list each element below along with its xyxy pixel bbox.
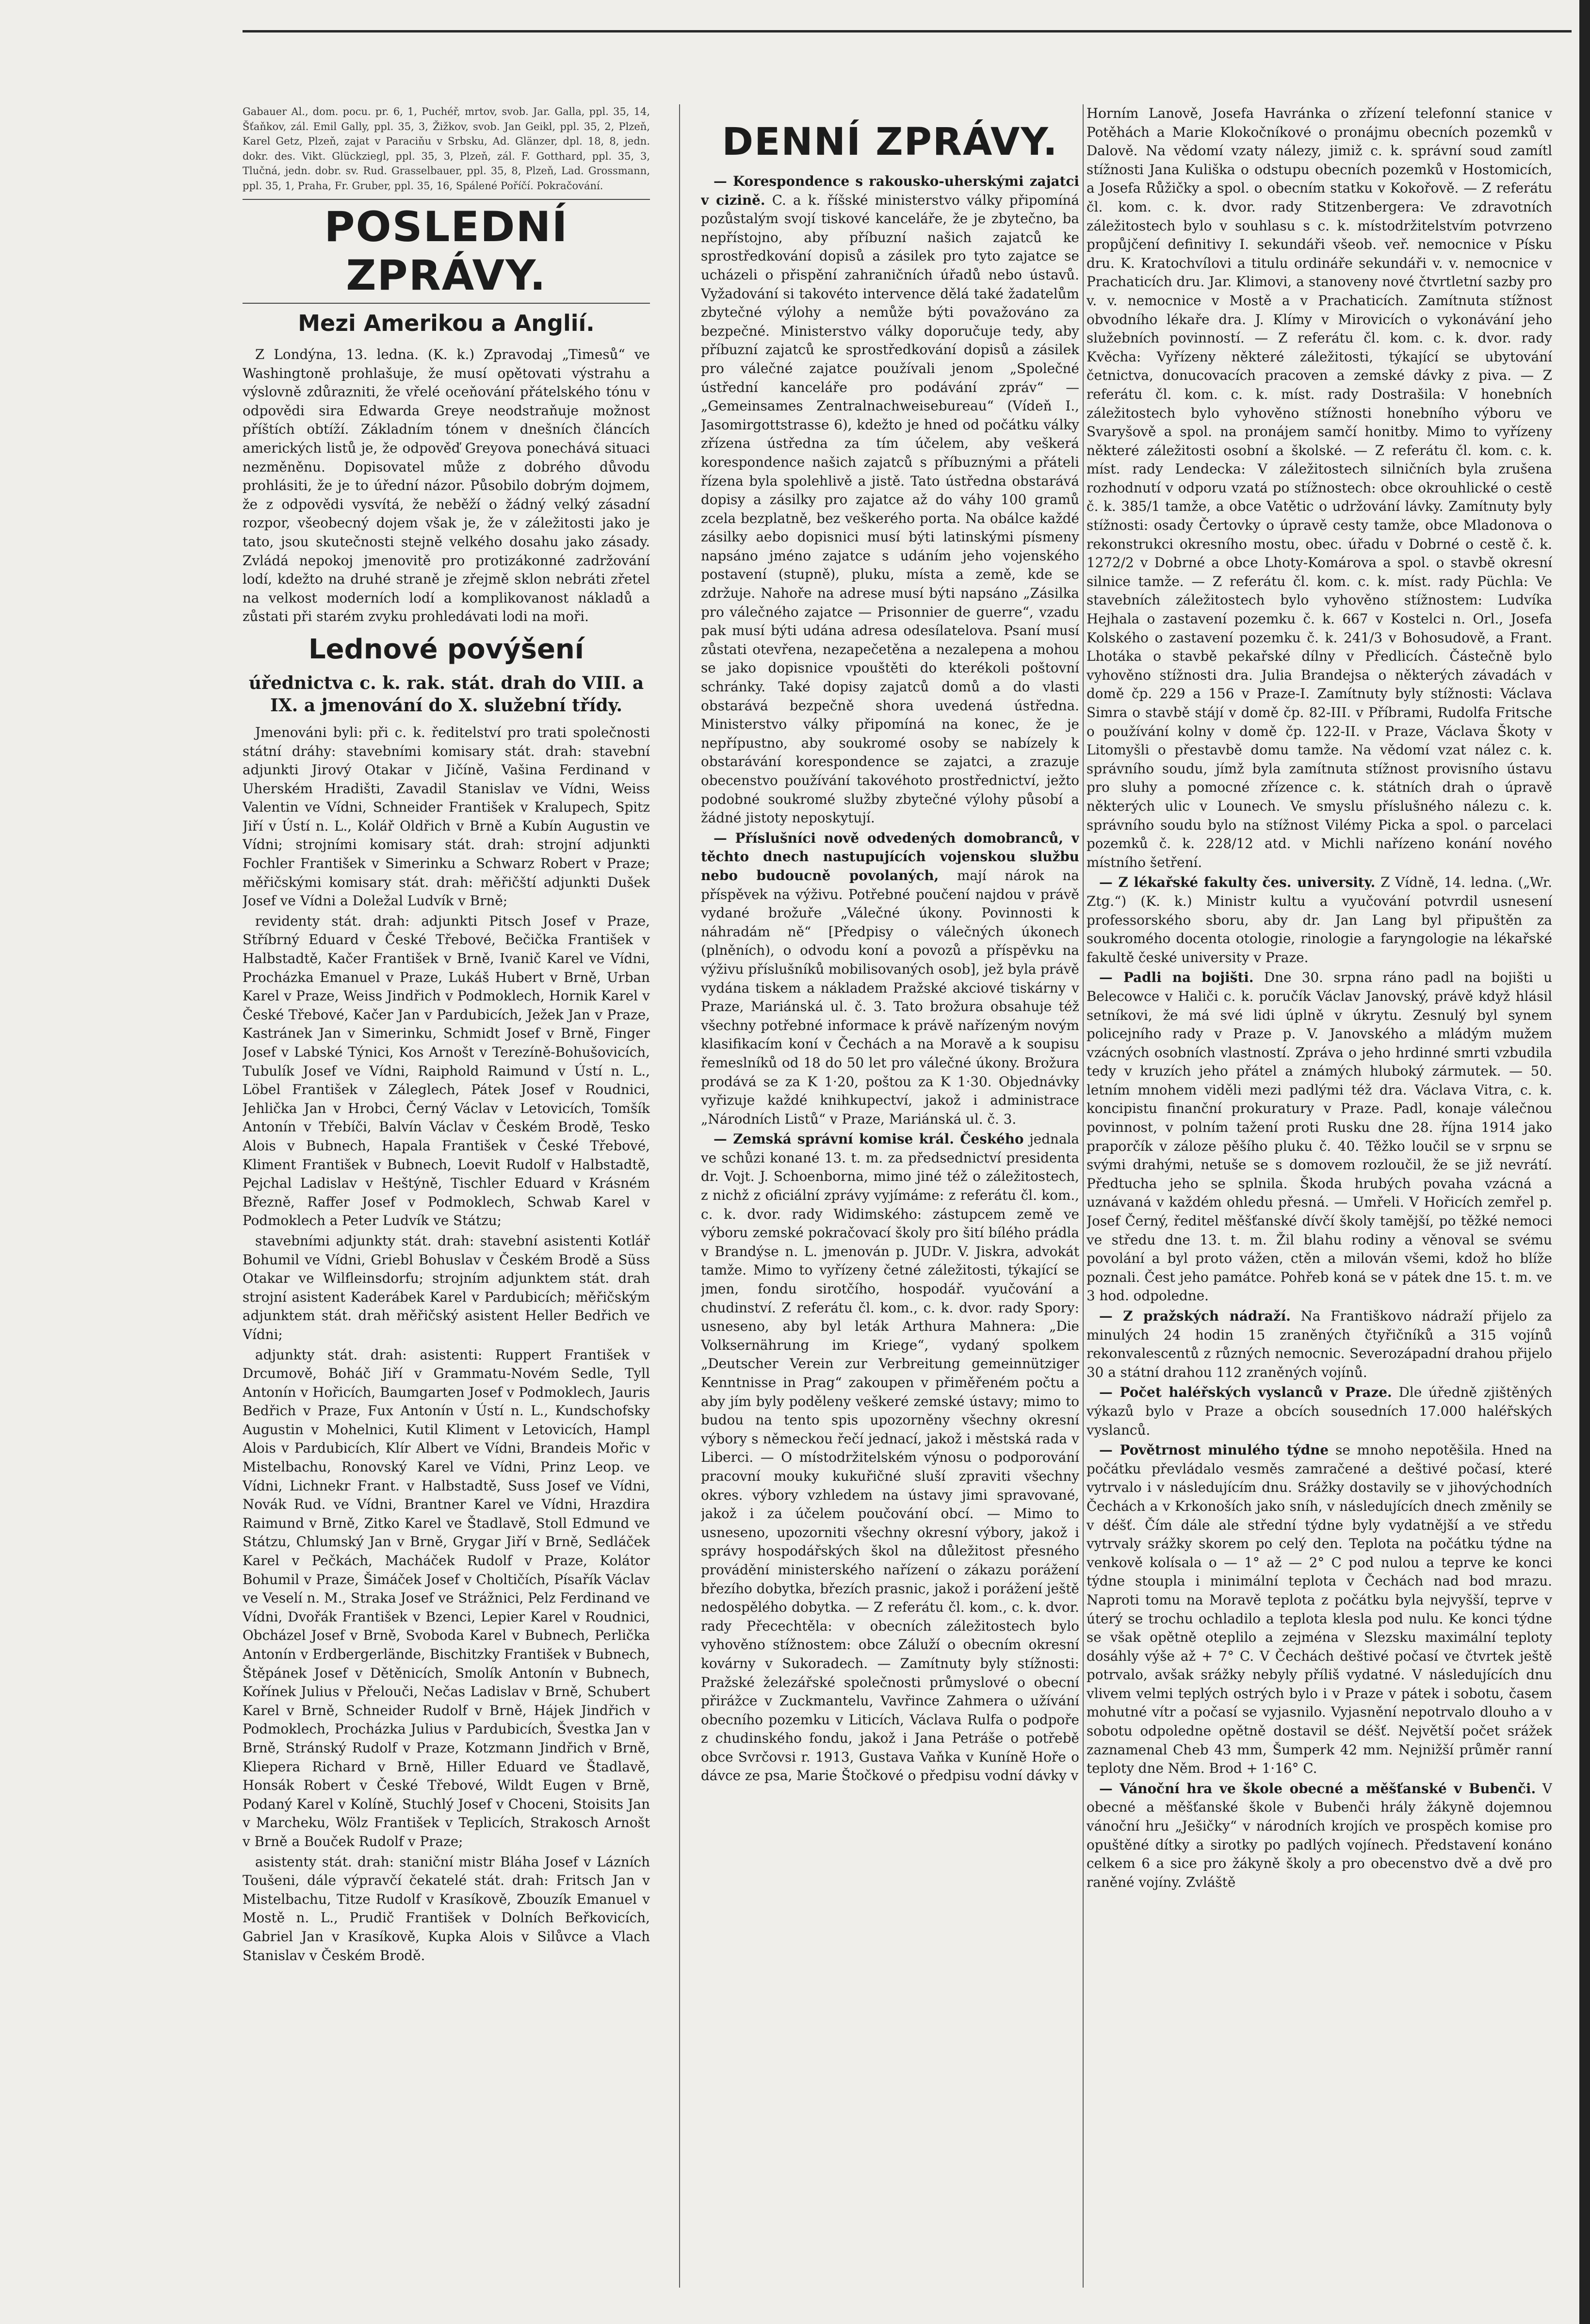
article-headline: Lednové povýšení [308,633,584,665]
article-paragraph [1087,873,1552,967]
item-body: jednala ve schůzi konané 13. t. m. za předsednictví presidenta dr. Vojt. J. Schoenborna, mimo jiné též o záležitostech, z nichž z oficiální zprávy vyjímáme: z referátu čl. kom., c. k. dvor. rady Widimského: zástupcem země ve výboru zemské pokračovací školy pro šití bílého prádla v Brandýse n. L. jmenován p. JUDr. V. Jiskra, advokát tamže. Mimo to vyřízeny četné záležitosti, týkající se jmen, fondu sirotčího, hospodář. vyučování a chudinství. Z referátu čl. kom., c. k. dvor. rady Spory: usneseno, aby byl leták Arthura Mahnera: „Die Volksernährung im Kriege“, vydaný spolkem „Deutscher Verein zur Verbreitung gemeinnütziger Kenntnisse in Prag“ zakoupen v přiměřeném počtu a aby jím byly poděleny veškeré zemské ústavy; mimo to budou na tento spis upozorněny všechny okresní výbory s německou řečí jednací, jakož i městská rada v Liberci. — O místodržitelském výnosu o podporování pracovní mouky kukuřičné sluší zpraviti všechny okres. výbory vzhledem na ústavy jimi spravované, jakož i za účelem poučování obcí. — Mimo to usneseno, upozorniti všechny okresní výbory, jakož i správy hospodářských škol na důležitost přesného provádění ministerského nařízení o zákazu porážení březího dobytka, březích prasnic, jakož i porážení ještě nedospělého dobytka. — Z referátu čl. kom., c. k. dvor. rady Přecechtěla: v obecních záležitostech bylo vyhověno stížnostem: obce Záluží o obecním okresní kovárny v Sukoradech. — Zamítnuty byly stížnosti: Pražské železářské společnosti průmyslové o obecní přirážce v Zuckmantelu, Vavřince Zahmera o užívání obecního pozemku v Liticích, Václava Rulfa o podpoře z chudinského fondu, jakož i Jana Petráše o potřebě obce Svrčovsi r. 1913, Gustava Vaňka v Kuníně Hoře o dávce ze psa, Marie Štočkové o předpisu vodní dávky v [701,1131,1079,1784]
section-headline-latest-news: POSLEDNÍ ZPRÁVY. [243,199,650,304]
article-paragraph [1087,1441,1552,1778]
article-paragraph: stavebními adjunkty stát. drah: stavební asistenti Kotlář Bohumil ve Vídni, Griebl Bohuslav v Českém Brodě a Süss Otakar ve Wilfleinsdorfu; strojním adjunktem stát. drah strojní asistent Kaderábek Karel v Pardubicích; měřičským adjunktem stát. drah měřičský asistent Heller Bedřich ve Vídni; [243,1232,650,1342]
casualty-list-fragment: Gabauer Al., dom. pocu. pr. 6, 1, Puchéř, mrtov, svob. Jar. Galla, ppl. 35, 14, Šťaňkov, zál. Emil Gally, ppl. 35, 3, Žižkov, svob. Jan Geikl, ppl. 35, 2, Plzeň, Karel Getz, Plzeň, zajat v Paraciňu v Srbsku, Ad. Glänzer, dpl. 18, 8, jedn. dokr. des. Vikt. Glückziegl, ppl. 35, 3, Plzeň, zál. F. Gotthard, ppl. 35, 3, Tlučná, jedn. dobr. sv. Rud. Grasselbauer, ppl. 35, 8, Plzeň, Lad. Grossmann, ppl. 35, 1, Praha, Fr. Gruber, ppl. 35, 16, Spálené Poříčí. Pokračování. [243,106,650,192]
article-paragraph: asistenty stát. drah: staniční mistr Bláha Josef v Lázních Toušeni, dále výpravčí čekatelé stát. drah: Fritsch Jan v Mistelbachu, Titze Rudolf v Krasíkově, Zbouzík Emanuel v Mostě n. L., Prudič František v Dolních Beřkovicích, Gabriel Jan v Krasíkově, Kupka Alois v Silůvce a Vlach Stanislav v Českém Brodě. [243,1853,650,1964]
top-rule [243,30,1572,33]
article-paragraph [1087,1383,1552,1440]
column-left [243,104,650,2302]
item-body: Dne 30. srpna ráno padl na bojišti u Belecowce v Haliči c. k. poručík Václav Janovský, právě když hlásil setníkovi, že má své lidi úplně v úkrytu. Zesnulý byl synem policejního rady v Praze p. V. Janovského a mládým mužem vzácných osobních vlastností. Zpráva o jeho hrdinné smrti vzbudila tedy v kruzích jeho přátel a známých hluboký zármutek. — 50. letním mnohem viděli mezi padlými též dra. Václava Vitra, c. k. koncipistu finanční prokuratury v Praze. Padl, konaje válečnou povinnost, v polním tažení proti Rusku dne 28. října 1914 jako praporčík v záloze pěšího pluku č. 40. Těžko loučil se v srpnu se svými drahými, netuše se s domovem rozloučil, že se již nevrátí. Předtucha jeho se splnila. Škoda hrubých povaha vzácná a uznávaná v každém ohledu přesná. — Umřeli. V Hořicích zemřel p. Josef Černý, ředitel měšťanské dívčí školy tamější, po těžké nemoci ve středu dne 13. t. m. Žil blahu rodiny a věnoval se svému povolání a byl proto vážen, ctěn a milován všemi, kdož ho blíže poznali. Čest jeho památce. Pohřeb koná se v pátek dne 15. t. m. ve 3 hod. odpoledne. [1087,969,1552,1304]
section-headline-daily-news: DENNÍ ZPRÁVY. [722,120,1058,164]
item-lead: — Příslušníci nově odvedených domobranců, v těchto dnech nastupujících vojenskou službu nebo budoucně povolaných, [701,830,1079,884]
article-subheadline: úřednictva c. k. rak. stát. drah do VIII. a IX. a jmenování do X. služební třídy. [248,672,644,716]
item-body: C. a k. říšské ministerstvo války připomíná pozůstalým svojí tiskové kanceláře, že je zbytečno, ba nepřístojno, aby příbuzní našich zajatců ke sprostředkování dopisů a zásilek pro tyto zajatce se ucházeli o přispění zahraničních úřadů nebo ústavů. Vyžadování si takovéto intervence dělá také žadatelům zbytečné výlohy a nemůže býti považováno za bezpečné. Ministerstvo války doporučuje tedy, aby příbuzní zajatců ke sprostředkování dopisů a zásilek pro válečné zajatce používali jenom „Společné ústřední kanceláře pro podávání zpráv“ — „Gemeinsames Zentralnachweisebureau“ (Vídeň I., Jasomirgottstrasse 6), kdežto je hned od počátku války zřízena ústředna za tím účelem, aby veškerá korespondence našich zajatců s příbuznými a přáteli řízena byla spolehlivě a jistě. Tato ústředna obstarává dopisy a zásilky pro zajatce až do váhy 100 gramů zcela bezplatně, bez veškerého porta. Na obálce každé zásilky aebo dopisnici musí býti latinskými písmeny napsáno jméno zajatce s udáním jeho vojenského postavení (stupně), pluku, místa a země, kde se zdržuje. Nahoře na adrese musí býti napsáno „Zásilka pro válečného zajatce — Prisonnier de guerre“, vzadu pak musí býti udána adresa odesílatelova. Psaní musí zůstati otevřena, nezapečetěna a nezalepena a mohou se jako dopisnice vpouštěti do kterékoli poštovní schránky. Také dopisy zajatců domů a do vlasti obstarává bezpečně shora uvedená ústředna. Ministerstvo války připomíná na konec, že je nepřípustno, aby soukromé osoby se nabízely k obstarávání korespondence se zajatci, a zrazuje obecenstvo používání takovéhoto prostřednictví, ježto podobné soukromé služby zbytečné výlohy působí a žádné jistoty neposkytují. [701,192,1079,826]
column-divider [679,104,680,2288]
item-lead: — Povětrnost minulého týdne [1099,1442,1329,1458]
item-body: se mnoho nepotěšila. Hned na počátku převládalo vesměs zamračené a deštivé počasí, které vytrvalo i v následujícím dnu. Srážky dostavily se v jihovýchodních Čechách a v Krkonoších jako sníh, v následujících dnech změnily se v déšť. Čím dále ale střední týdne byly vydatnější a ve středu vytrvaly srážky skorem po celý den. Teplota na počátku týdne na venkově kolísala o — 1° až — 2° C pod nulou a teprve ke konci týdne stoupla i minimální teplota v Čechách nad bod mrazu. Naproti tomu na Moravě teplota z počátku byla nejvyšší, teprve v úterý se trochu ochladilo a teplota klesla pod nulu. Ke konci týdne se však opětně oteplilo a zejména v Slezsku maximální teploty dosáhly výše až + 7° C. V Čechách deštivé počasí ve čtvrtek ještě potrvalo, avšak srážky nebyly příliš vydatné. V následujících dnu vlivem velmi teplých ostrých bylo i v Praze v pátek i sobotu, časem mohutné vítr a počasí se vyjasnilo. Vyjasnění nepotrvalo dlouho a v sobotu odpoledne opětně dostavil se déšť. Největší počet srážek zaznamenal Cheb 43 mm, Šumperk 42 mm. Nejnižší průměr ranní teploty dne Něm. Brod + 1·16° C. [1087,1442,1552,1777]
article-paragraph [1087,1780,1552,1892]
article-paragraph [1087,968,1552,1306]
article-paragraph [701,829,1079,1129]
page-edge [1579,0,1590,2324]
article-paragraph [1087,1307,1552,1382]
item-lead: — Zemská správní komise král. Českého [714,1131,1024,1147]
column-right [1087,104,1552,2302]
article-paragraph: Jmenováni byli: při c. k. ředitelství pro trati společnosti státní dráhy: stavebními komisary stát. drah: stavební adjunkti Jirový Otakar v Jičíně, Vašina Ferdinand v Uherském Hradišti, Zavadil Stanislav ve Vídni, Weiss Valentin ve Vídni, Schneider František v Kralupech, Spitz Jiří v Ústí n. L., Kolář Oldřich v Brně a Kubín Augustin ve Vídni; strojními komisary stát. drah: strojní adjunkti Fochler František v Simerinku a Schwarz Robert v Praze; měřičskými komisary stát. drah: měřičští adjunkti Dušek Josef ve Vídni a Doležal Ludvík v Brně; [243,724,650,909]
item-lead: — Počet haléřských vyslanců v Praze. [1099,1384,1392,1401]
item-lead: — Z pražských nádraží. [1099,1308,1291,1324]
item-body: Z Vídně, 14. ledna. („Wr. Ztg.“) (K. k.) Ministr kultu a vyučování potvrdil usnesení professorského sboru, aby dr. Jan Lang byl připuštěn za soukromého docenta otologie, rinologie a faryngologie na lékařské fakultě české university v Praze. [1087,874,1552,966]
article-paragraph [701,172,1079,828]
article-headline: Mezi Amerikou a Anglií. [298,310,595,336]
item-body: V obecné a měšťanské škole v Bubenči hrály žákyně dojemnou vánoční hru „Ješičky“ v národních krojích ve prospěch komise pro opuštěné dítky a sirotky po padlých vojínech. Představení konáno celkem 6 a sice pro žákyně školy a pro obecenstvo dvě a dvě pro raněné vojíny. Zvláště [1087,1780,1552,1890]
article-paragraph [701,1130,1079,1785]
item-body: Dle úředně zjištěných výkazů bylo v Praze a obcích sousedních 17.000 haléřských vyslanců. [1087,1384,1552,1438]
item-body: mají nárok na příspěvek na výživu. Potřebné poučení najdou v právě vydané brožuře „Válečné úkony. Povinnosti k náhradám ně“ [Předpisy o válečných úkonech (plněních), o odvodu koní a povozů a příspěvku na výživu příslušníků mobilisovaných osob], jež byla právě vydána tiskem a nákladem Pražské akciové tiskárny v Praze, Mariánská ul. č. 3. Tato brožura obsahuje též všechny potřebné informace k právě nařízeným novým klasifikacím koní v Čechách a na Moravě a k soupisu řemeslníků od 18 do 50 let pro válečné úkony. Brožura prodává se za K 1·20, poštou za K 1·30. Objednávky vyřizuje každé knihkupectví, jakož i administrace „Národních Listů“ v Praze, Mariánská ul. č. 3. [701,867,1079,1127]
item-lead: — Vánoční hra ve škole obecné a měšťanské v Bubenči. [1099,1780,1536,1797]
item-lead: — Padli na bojišti. [1099,969,1254,986]
article-paragraph: Z Londýna, 13. ledna. (K. k.) Zpravodaj „Timesů“ ve Washingtoně prohlašuje, že musí opětovati výstrahu a výslovně zdůrazniti, že vřelé oceňování přátelského tónu v odpovědi sira Edwarda Greye neodstraňuje možnost příštích obtíží. Základním tónem v dnešních článcích amerických listů je, že odpověď Greyova ponechává situaci nezměněnu. Dopisovatel může z dobrého důvodu prohlásiti, že je to úřední názor. Působilo dobrým dojmem, že z odpovědi vysvítá, že neběží o žádný velký zásadní rozpor, všeobecný dojem však je, že v záležitosti jako je tato, jsou skutečnosti stejně velkého dosahu jako zásady. Zvládá nepokoj jmenovitě pro protizákonné zadržování lodí, kdežto na druhé straně je zřejmě sklon nebráti zřetel na velkost moderních lodí a komplikovanost nákladů a zůstati při starém zvyku prohledávati lodi na moři. [243,346,650,625]
column-divider [1083,104,1084,2288]
item-lead: — Z lékařské fakulty čes. university. [1099,874,1376,891]
item-lead: — Korespondence s rakousko-uherskými zajatci v cizině. [701,173,1079,208]
item-body: Na Františkovo nádraží přijelo za minulých 24 hodin 15 zraněných čtyřičníků a 315 vojínů rekonvalescentů z různých nemocnic. Severozápadní drahou přijelo 30 a státní drahou 112 zraněných vojínů. [1087,1308,1552,1380]
article-paragraph: revidenty stát. drah: adjunkti Pitsch Josef v Praze, Stříbrný Eduard v České Třebové, Bečička František v Halbstadtě, Kačer František v Brně, Ivanič Karel ve Vídni, Procházka Emanuel v Praze, Lukáš Hubert v Brně, Urban Karel v Praze, Weiss Jindřich v Podmoklech, Hornik Karel v České Třebové, Kačer Jan v Pardubicích, Ježek Jan v Praze, Kastránek Jan v Simerinku, Schmidt Josef v Brně, Finger Josef v Labské Týnici, Kos Arnošt v Terezíně-Bohušovicích, Tubulík Josef ve Vídni, Raiphold Raimund v Ústí n. L., Löbel František v Záleglech, Pátek Josef v Roudnici, Jehlička Jan v Hrobci, Černý Václav v Letovicích, Tomšík Antonín v Třebíči, Balvín Václav v Českém Brodě, Tesko Alois v Bubnech, Hapala František v České Třebové, Kliment František v Bubnech, Loevit Rudolf v Halbstadtě, Pejchal Ladislav v Heštýně, Tischler Eduard v Krásném Březně, Raffer Josef v Podmoklech, Schwab Karel v Podmoklech a Peter Ludvík ve Státzu; [243,913,650,1229]
article-paragraph: Horním Lanově, Josefa Havránka o zřízení telefonní stanice v Potěhách a Marie Klokočníkové o pronájmu obecních pozemků v Dalově. Na vědomí vzaty nálezy, jimiž c. k. správní soud zamítl stížnosti Jana Kuliška o odstupu obecních pozemků v Hostomicích, a Josefa Růžičky a spol. o obecním statku v Kokořově. — Z referátu čl. kom. c. k. dvor. rady Stitzenbergera: Ve zdravotních záležitostech bylo v souhlasu s c. k. místodržitelstvím potvrzeno propůjčení definitivy I. sekundáři všeob. veř. nemocnice v Písku dru. K. Kratochvílovi a titulu ordináře sekundáři v. v. nemocnice v Prachaticích dru. Jar. Klimovi, a stanoveny nové čtvrtletní sazby pro v. v. nemocnice v Mostě a v Prachaticích. Zamítnuta stížnost obvodního lékaře dra. J. Klímy v Mirovicích o vykonávání jeho služebních povinností. — Z referátu čl. kom. c. k. dvor. rady Kvěcha: Vyřízeny některé záležitosti, týkající se ubytování četnictva, donucovacích pracoven a zemské dávky z piva. — Z referátu čl. kom. c. k. míst. rady Dostrašila: V honebních záležitostech bylo vyhověno stížnosti honebního výboru ve Svaryšově a spol. na pronájem samčí honitby. Mimo to vyřízeny některé záležitosti osobní a školské. — Z referátu čl. kom. c. k. míst. rady Lendecka: V záležitostech silničních byla zrušena rozhodnutí v odporu vzatá po stížnostech: obce okrouhlické o cestě č. k. 385/1 tamže, a obce Vatětic o udržování lávky. Zamítnuty byly stížnosti: osady Čertovky o úpravě cesty tamže, obce Mladonova o rekonstrukci okresního mostu, obec. úřadu v Dobrné o cestě č. k. 1272/2 v Dobrné a obce Lhoty-Komárova a spol. o stavbě okresní silnice tamže. — Z referátu čl. kom. c. k. míst. rady Püchla: Ve stavebních záležitostech bylo vyhověno stížnostem: Ludvíka Hejhala o zastavení pozemku č. k. 667 v Kostelci n. Orl., Josefa Kolského o zastavení pozemku č. k. 241/3 v Bohosudově, a Frant. Lhotáka o stavbě pekařské dílny v Předlicích. Částečně bylo vyhověno stížnosti dra. Julia Brandejsa o některých závadách v domě čp. 229 a 156 v Praze-I. Zamítnuty byly stížnosti: Václava Simra o stavbě stájí v domě čp. 82-III. v Příbrami, Rudolfa Fritsche o používání kolny v domě čp. 122-II. v Praze, Václava Škoty v Litomyšli o přestavbě domu tamže. Na vědomí vzat nález c. k. správního soudu, jímž byla zamítnuta stížnost provisního ústavu pro sluhy a pomocné zřízence c. k. státních drah o úpravě některých ulic v Lounech. Ve smyslu příslušného nálezu c. k. správního soudu bylo na stížnost Vilémy Picka a spol. o parcelaci pozemků č. k. 228/12 atd. v Michli nařízeno konání nového místního šetření. [1087,105,1552,870]
article-paragraph: adjunkty stát. drah: asistenti: Ruppert František v Drcumově, Boháč Jiří v Grammatu-Novém Sedle, Tyll Antonín v Hořicích, Baumgarten Josef v Podmoklech, Jauris Bedřich v Praze, Fux Antonín v Ústí n. L., Kundschofsky Augustin v Mohelnici, Kutil Kliment v Letovicích, Hampl Alois v Pardubicích, Klír Albert ve Vídni, Brandeis Mořic v Mistelbachu, Ronovský Karel ve Vídni, Prinz Leop. ve Vídni, Lichnekr Frant. v Halbstadtě, Suss Josef ve Vídni, Novák Rud. ve Vídni, Brantner Karel ve Vídni, Hrazdira Raimund v Brně, Zitko Karel ve Štadlavě, Stoll Edmund ve Státzu, Chlumský Jan v Brně, Grygar Jiří v Brně, Sedláček Karel v Pečkách, Macháček Rudolf v Praze, Kolátor Bohumil v Praze, Šimáček Josef v Choltičích, Písařík Václav ve Veselí n. M., Straka Josef ve Strážnici, Pelz Ferdinand ve Vídni, Dvořák František v Bzenci, Lepier Karel v Roudnici, Obcházel Josef v Brně, Svoboda Karel v Bubnech, Perlička Antonín v Erdbergerlände, Bischitzky František v Bubnech, Štěpánek Josef v Dětěnicích, Smolík Antonín v Bubnech, Kořínek Julius v Přelouči, Nečas Ladislav v Brně, Schubert Karel v Brně, Schneider Rudolf v Brně, Hájek Jindřich v Podmoklech, Procházka Julius v Pardubicích, Švestka Jan v Brně, Stránský Rudolf v Praze, Kotzmann Jindřich v Brně, Kliepera Richard v Brně, Hiller Eduard ve Štadlavě, Honsák Robert v České Třebové, Wildt Eugen v Brně, Podaný Karel v Kolíně, Stuchlý Josef v Choceni, Stoisits Jan v Marcheku, Wölz František v Teplicích, Strakosch Arnošt v Brně a Bouček Rudolf v Praze; [243,1346,650,1849]
column-middle [701,104,1079,2302]
